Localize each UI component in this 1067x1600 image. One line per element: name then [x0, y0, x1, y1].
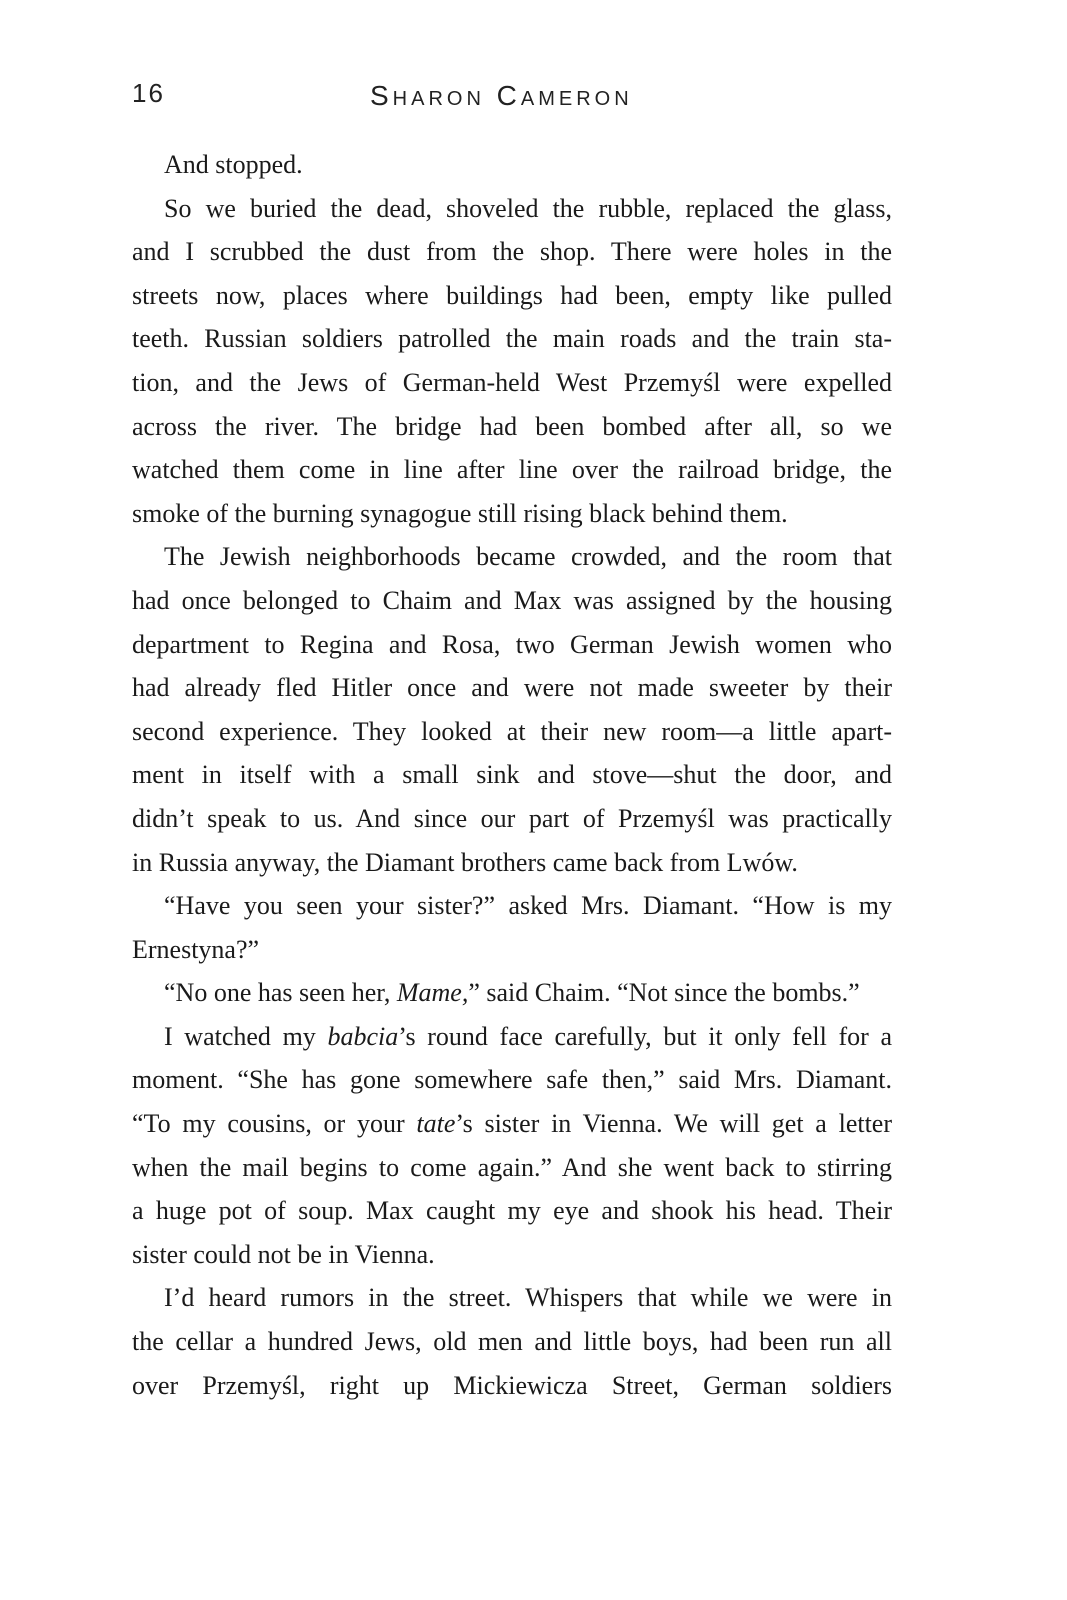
- text-line: when the mail begins to come again.” And she went back to stirring: [132, 1152, 892, 1182]
- text-line: [132, 1102, 892, 1146]
- text-line: sister could not be in Vienna.: [132, 1239, 435, 1269]
- body-text: [132, 143, 892, 1407]
- running-head-author: Sharon Cameron: [370, 80, 633, 111]
- italic-word: tate: [416, 1109, 456, 1139]
- paragraph: [132, 535, 892, 884]
- paragraph: [132, 884, 892, 971]
- paragraph: [132, 1276, 892, 1407]
- text-run: “No one has seen her,: [164, 978, 397, 1008]
- italic-word: Mame,: [396, 978, 469, 1008]
- text-line: in Russia anyway, the Diamant brothers came back from Lwów.: [132, 847, 798, 877]
- text-line: So we buried the dead, shoveled the rubble, replaced the glass,: [164, 193, 892, 223]
- text-line: “Have you seen your sister?” asked Mrs. Diamant. “How is my: [164, 891, 892, 921]
- text-line: didn’t speak to us. And since our part of Przemyśl was practically: [132, 803, 892, 833]
- text-line: smoke of the burning synagogue still rising black behind them.: [132, 498, 788, 528]
- text-line: across the river. The bridge had been bombed after all, so we: [132, 411, 892, 441]
- text-line: a huge pot of soup. Max caught my eye and shook his head. Their: [132, 1196, 892, 1226]
- text-run: “To my cousins, or your: [132, 1109, 417, 1139]
- paragraph: [132, 1015, 892, 1277]
- text-line: The Jewish neighborhoods became crowded, and the room that: [164, 542, 892, 572]
- text-run: ’s sister in Vienna. We will get a letter: [455, 1109, 893, 1139]
- text-line: over Przemyśl, right up Mickiewicza Street, German soldiers: [132, 1370, 892, 1400]
- paragraph: [132, 187, 892, 536]
- text-line: [132, 971, 892, 1015]
- text-line: Ernestyna?”: [132, 934, 260, 964]
- text-line: And stopped.: [164, 150, 303, 179]
- text-line: [132, 1015, 892, 1059]
- text-line: teeth. Russian soldiers patrolled the main roads and the train sta-: [132, 324, 892, 354]
- text-run: ’s round face carefully, but it only fell for a: [398, 1021, 892, 1051]
- text-line: tion, and the Jews of German-held West Przemyśl were expelled: [132, 367, 892, 397]
- text-run: ” said Chaim. “Not since the bombs.”: [468, 978, 860, 1008]
- page-number: 16: [132, 78, 165, 108]
- text-line: ment in itself with a small sink and stove—shut the door, and: [132, 760, 892, 790]
- text-line: had once belonged to Chaim and Max was assigned by the housing: [132, 585, 892, 615]
- text-line: and I scrubbed the dust from the shop. There were holes in the: [132, 237, 892, 267]
- text-line: had already fled Hitler once and were not made sweeter by their: [132, 673, 892, 703]
- text-run: I watched my: [164, 1021, 328, 1051]
- paragraph: [132, 143, 892, 187]
- text-line: department to Regina and Rosa, two German Jewish women who: [132, 629, 892, 659]
- text-line: the cellar a hundred Jews, old men and little boys, had been run all: [132, 1327, 892, 1357]
- page-header: [132, 78, 892, 118]
- italic-word: babcia: [327, 1021, 399, 1051]
- paragraph: [132, 971, 892, 1015]
- text-line: second experience. They looked at their new room—a little apart-: [132, 716, 892, 746]
- text-line: watched them come in line after line over the railroad bridge, the: [132, 455, 892, 485]
- text-line: streets now, places where buildings had been, empty like pulled: [132, 280, 892, 310]
- text-line: I’d heard rumors in the street. Whispers that while we were in: [164, 1283, 892, 1313]
- text-line: moment. “She has gone somewhere safe then,” said Mrs. Diamant.: [132, 1065, 892, 1095]
